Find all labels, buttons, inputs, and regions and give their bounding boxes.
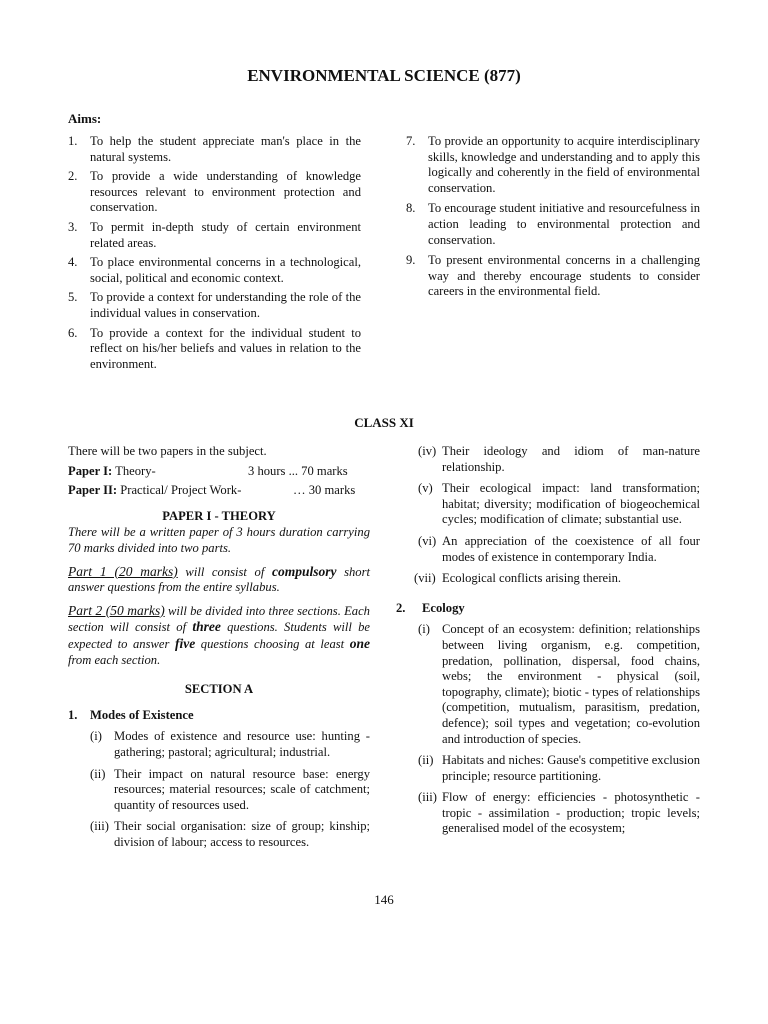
list-item: (i) Concept of an ecosystem: definition; relationships between living organism, e.g. competition, predation, pollination, dispersal, food chains, webs; the environment - physical (soil, topography, climate); biotic - types of relationships (competition, mutualism, parasitism, predation, defence); soil types and vegetation; co-evolution and introduction of species. xyxy=(418,622,700,746)
section-heading: SECTION A xyxy=(184,682,254,697)
list-item: (iii) Flow of energy: efficiencies - photosynthetic - tropic - assimilation - production; tropic levels; generalised model of the ecosystem; xyxy=(418,790,700,836)
list-item: (ii) Their impact on natural resource base: energy resources; material resources; scale of catchment; quantity of resources used. xyxy=(90,766,370,812)
topic-heading: 2. Ecology xyxy=(396,600,465,615)
list-item: (ii) Habitats and niches: Gause's competitive exclusion principle; resource partitioning. xyxy=(418,753,700,783)
paper1-line: Paper I: Theory- 3 hours ... 70 marks xyxy=(68,463,348,478)
papers-intro: There will be two papers in the subject. xyxy=(68,444,267,458)
aims-right-column xyxy=(406,134,700,300)
topic1-list xyxy=(68,729,370,850)
part2-description: Part 2 (50 marks) will be divided into three sections. Each section will consist of three questions. Students will be expected to answer five questions choosing at least one from each section. xyxy=(68,602,370,667)
theory-heading: PAPER I - THEORY xyxy=(162,508,276,523)
list-item: 2. To provide a wide understanding of knowledge resources relevant to environment protection and conservation. xyxy=(68,169,361,215)
aims-left-column xyxy=(68,134,361,372)
list-item: 5. To provide a context for understanding the role of the individual values in conservation. xyxy=(68,290,361,320)
list-item: 6. To provide a context for the individual student to reflect on his/her beliefs and values in relation to the environment. xyxy=(68,325,361,371)
list-item: (vi) An appreciation of the coexistence of all four modes of existence in contemporary India. xyxy=(418,533,700,564)
list-item: (iii) Their social organisation: size of group; kinship; division of labour; access to resources. xyxy=(90,819,370,849)
list-item: 8. To encourage student initiative and resourcefulness in action leading to environmental protection and conservation. xyxy=(406,201,700,247)
class-heading: CLASS XI xyxy=(354,415,414,430)
lower-left-column xyxy=(68,444,370,850)
list-item: 4. To place environmental concerns in a technological, social, political and economic context. xyxy=(68,255,361,285)
list-item: 9. To present environmental concerns in a challenging way and thereby encourage students to consider careers in the environmental field. xyxy=(406,253,700,299)
aims-heading: Aims: xyxy=(68,111,102,126)
list-item: (iv) Their ideology and idiom of man-nature relationship. xyxy=(418,444,700,474)
part1-description: Part 1 (20 marks) will consist of compulsory short answer questions from the entire syllabus. xyxy=(68,563,371,595)
topic2-list xyxy=(396,622,700,837)
topic1-list-continued xyxy=(396,444,700,587)
topic-heading: 1. Modes of Existence xyxy=(68,707,194,722)
paper2-line: Paper II: Practical/ Project Work- … 30 marks xyxy=(68,483,356,498)
page-number: 146 xyxy=(374,892,394,907)
list-item: (i) Modes of existence and resource use: hunting - gathering; pastoral; agricultural; industrial. xyxy=(90,729,370,759)
theory-description: There will be a written paper of 3 hours duration carrying 70 marks divided into two parts. xyxy=(68,525,370,555)
list-item: 7. To provide an opportunity to acquire interdisciplinary skills, knowledge and understanding and to apply this logically and coherently in the field of environmental conservation. xyxy=(406,134,700,195)
page-title: ENVIRONMENTAL SCIENCE (877) xyxy=(247,66,521,85)
list-item: 3. To permit in-depth study of certain environment related areas. xyxy=(68,219,361,250)
list-item: (v) Their ecological impact: land transformation; habitat; diversity; modification of biogeochemical cycles; modification of climate; substantial use. xyxy=(418,481,700,527)
list-item: (vii) Ecological conflicts arising therein. xyxy=(414,571,622,586)
list-item: 1. To help the student appreciate man's place in the natural systems. xyxy=(68,134,361,164)
lower-right-column xyxy=(396,444,700,837)
